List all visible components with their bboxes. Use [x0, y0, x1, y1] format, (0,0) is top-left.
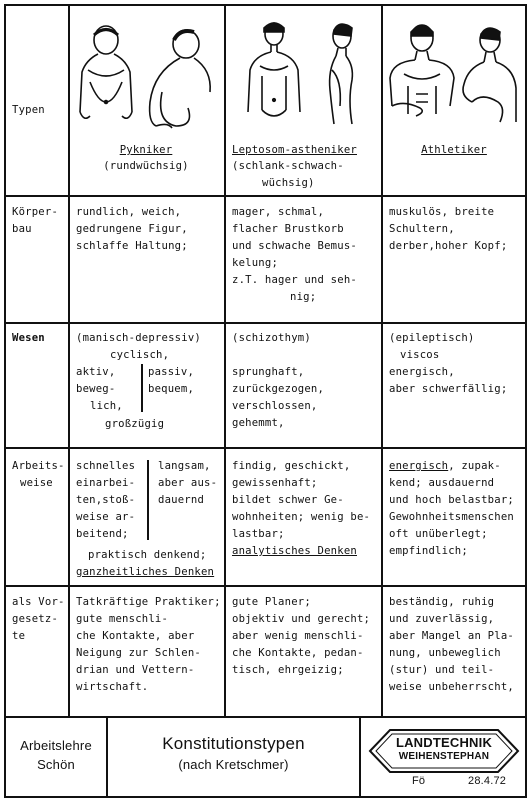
arbeitsweise-pykniker-right-1: langsam,	[158, 460, 211, 472]
wesen-leptosom-1: (schizothym)	[232, 332, 311, 344]
arbeitsweise-pykniker-left-4: weise ar-	[76, 511, 136, 523]
arbeitsweise-pykniker-left-2: einarbei-	[76, 477, 136, 489]
pykniker-figures	[76, 22, 221, 132]
koerperbau-athletiker-1: muskulös, breite	[389, 206, 495, 218]
footer-author: Schön	[37, 757, 75, 772]
logo-text-1: LANDTECHNIK	[395, 735, 493, 750]
vorgesetzte-leptosom-3: aber wenig menschli-	[232, 630, 364, 642]
rule-top	[4, 4, 527, 6]
vorgesetzte-leptosom-4: che Kontakte, pedan-	[232, 647, 364, 659]
arbeitsweise-pykniker-right-3: dauernd	[158, 494, 205, 506]
arbeitsweise-pykniker-left-5: beitend;	[76, 528, 129, 540]
athletiker-figures	[386, 22, 524, 132]
arbeitsweise-pykniker-divider	[147, 460, 149, 540]
koerperbau-leptosom-1: mager, schmal,	[232, 206, 325, 218]
rule-after-wesen	[4, 447, 527, 449]
arbeitsweise-athletiker-6: empfindlich;	[389, 545, 468, 557]
vorgesetzte-leptosom-5: tisch, ehrgeizig;	[232, 664, 344, 676]
vorgesetzte-athletiker-1: beständig, ruhig	[389, 596, 495, 608]
koerperbau-pykniker-2: gedrungene Figur,	[76, 223, 188, 235]
wesen-pykniker-right-2: bequem,	[148, 383, 195, 395]
wesen-athletiker-1: (epileptisch)	[389, 332, 475, 344]
koerperbau-pykniker-3: schlaffe Haltung;	[76, 240, 188, 252]
vorgesetzte-pykniker-5: drian und Vettern-	[76, 664, 195, 676]
row-label-vorgesetzte-3: te	[12, 630, 26, 642]
type-sub2-leptosom: wüchsig)	[262, 177, 315, 189]
koerperbau-leptosom-4: kelung;	[232, 257, 279, 269]
footer-subtitle: (nach Kretschmer)	[178, 757, 289, 772]
koerperbau-leptosom-5: z.T. hager und seh-	[232, 274, 357, 286]
rule-col3	[381, 4, 383, 718]
wesen-leptosom-5: verschlossen,	[232, 400, 318, 412]
vorgesetzte-pykniker-4: Neigung zur Schlen-	[76, 647, 201, 659]
wesen-pykniker-left-3: lich,	[90, 400, 123, 412]
koerperbau-pykniker-1: rundlich, weich,	[76, 206, 182, 218]
row-label-koerperbau-1: Körper-	[12, 206, 59, 218]
rule-col1	[68, 4, 70, 718]
logo-text-2: WEIHENSTEPHAN	[398, 751, 490, 762]
row-label-vorgesetzte-2: gesetz-	[12, 613, 59, 625]
row-label-arbeitsweise-2: weise	[20, 477, 53, 489]
vorgesetzte-athletiker-5: (stur) und teil-	[389, 664, 495, 676]
arbeitsweise-leptosom-1: findig, geschickt,	[232, 460, 351, 472]
wesen-athletiker-2: viscos	[400, 349, 440, 361]
wesen-pykniker-mid: cyclisch,	[110, 349, 170, 361]
type-name-leptosom: Leptosom-astheniker	[232, 144, 357, 156]
vorgesetzte-pykniker-2: gute menschli-	[76, 613, 169, 625]
arbeitsweise-leptosom-3: bildet schwer Ge-	[232, 494, 344, 506]
wesen-pykniker-left-1: aktiv,	[76, 366, 116, 378]
arbeitsweise-athletiker-first-rest: , zupak-	[448, 460, 501, 472]
arbeitsweise-athletiker-first-line	[389, 458, 501, 476]
footer-title: Konstitutionstypen	[162, 734, 305, 753]
vorgesetzte-pykniker-3: che Kontakte, aber	[76, 630, 195, 642]
rule-after-types	[4, 195, 527, 197]
rule-left	[4, 4, 6, 798]
wesen-pykniker-top: (manisch-depressiv)	[76, 332, 201, 344]
wesen-leptosom-6: gehemmt,	[232, 417, 285, 429]
arbeitsweise-pykniker-right-2: aber aus-	[158, 477, 218, 489]
arbeitsweise-athletiker-4: Gewohnheitsmenschen	[389, 511, 514, 523]
arbeitsweise-leptosom-last: analytisches Denken	[232, 545, 357, 557]
arbeitsweise-leptosom-4: wohnheiten; wenig be-	[232, 511, 371, 523]
type-name-pykniker: Pykniker	[119, 144, 173, 156]
wesen-leptosom-3: sprunghaft,	[232, 366, 305, 378]
row-label-vorgesetzte-1: als Vor-	[12, 596, 65, 608]
vorgesetzte-leptosom-1: gute Planer;	[232, 596, 311, 608]
type-name-athletiker: Athletiker	[421, 144, 487, 156]
arbeitsweise-athletiker-5: oft unüberlegt;	[389, 528, 488, 540]
rule-footer-bottom	[4, 796, 527, 798]
rule-after-koerperbau	[4, 322, 527, 324]
wesen-athletiker-3: energisch,	[389, 366, 455, 378]
vorgesetzte-pykniker-6: wirtschaft.	[76, 681, 149, 693]
rule-footer-right	[359, 716, 361, 798]
arbeitsweise-pykniker-left-1: schnelles	[76, 460, 136, 472]
vorgesetzte-leptosom-2: objektiv und gerecht;	[232, 613, 371, 625]
wesen-pykniker-bottom: großzügig	[105, 418, 165, 430]
rule-after-arbeitsweise	[4, 585, 527, 587]
vorgesetzte-athletiker-6: weise unbeherrscht,	[389, 681, 514, 693]
arbeitsweise-pykniker-b1: praktisch denkend;	[88, 549, 207, 561]
wesen-pykniker-left-2: beweg-	[76, 383, 116, 395]
arbeitsweise-pykniker-b2: ganzheitliches Denken	[76, 566, 215, 578]
koerperbau-leptosom-6: nig;	[290, 291, 317, 303]
wesen-pykniker-right-1: passiv,	[148, 366, 195, 378]
leptosom-figures	[236, 20, 376, 132]
koerperbau-leptosom-3: und schwache Bemus-	[232, 240, 357, 252]
row-label-wesen: Wesen	[12, 332, 45, 344]
footer-code: Fö	[412, 775, 426, 787]
type-sub-leptosom: (schlank-schwach-	[232, 160, 344, 172]
wesen-pykniker-divider	[141, 364, 143, 412]
arbeitsweise-athletiker-energisch: energisch	[389, 460, 449, 472]
row-label-koerperbau-2: bau	[12, 223, 32, 235]
arbeitsweise-pykniker-left-3: ten,stoß-	[76, 494, 136, 506]
arbeitsweise-leptosom-5: lastbar;	[232, 528, 285, 540]
wesen-athletiker-4: aber schwerfällig;	[389, 383, 508, 395]
vorgesetzte-pykniker-1: Tatkräftige Praktiker;	[76, 596, 221, 608]
koerperbau-athletiker-2: Schultern,	[389, 223, 455, 235]
arbeitsweise-leptosom-2: gewissenhaft;	[232, 477, 318, 489]
type-sub-pykniker: (rundwüchsig)	[103, 160, 189, 172]
vorgesetzte-athletiker-2: und zuverlässig,	[389, 613, 495, 625]
arbeitsweise-athletiker-2: kend; ausdauernd	[389, 477, 495, 489]
vorgesetzte-athletiker-3: aber Mangel an Pla-	[389, 630, 514, 642]
arbeitsweise-athletiker-3: und hoch belastbar;	[389, 494, 514, 506]
vorgesetzte-athletiker-4: nung, unbeweglich	[389, 647, 501, 659]
row-label-typen: Typen	[12, 104, 45, 116]
wesen-leptosom-4: zurückgezogen,	[232, 383, 325, 395]
footer-subject: Arbeitslehre	[20, 738, 92, 753]
rule-right	[525, 4, 527, 798]
footer-date: 28.4.72	[468, 775, 507, 787]
row-label-arbeitsweise-1: Arbeits-	[12, 460, 65, 472]
rule-col2	[224, 4, 226, 718]
koerperbau-leptosom-2: flacher Brustkorb	[232, 223, 344, 235]
rule-table-bottom	[4, 716, 527, 718]
koerperbau-athletiker-3: derber,hoher Kopf;	[389, 240, 508, 252]
